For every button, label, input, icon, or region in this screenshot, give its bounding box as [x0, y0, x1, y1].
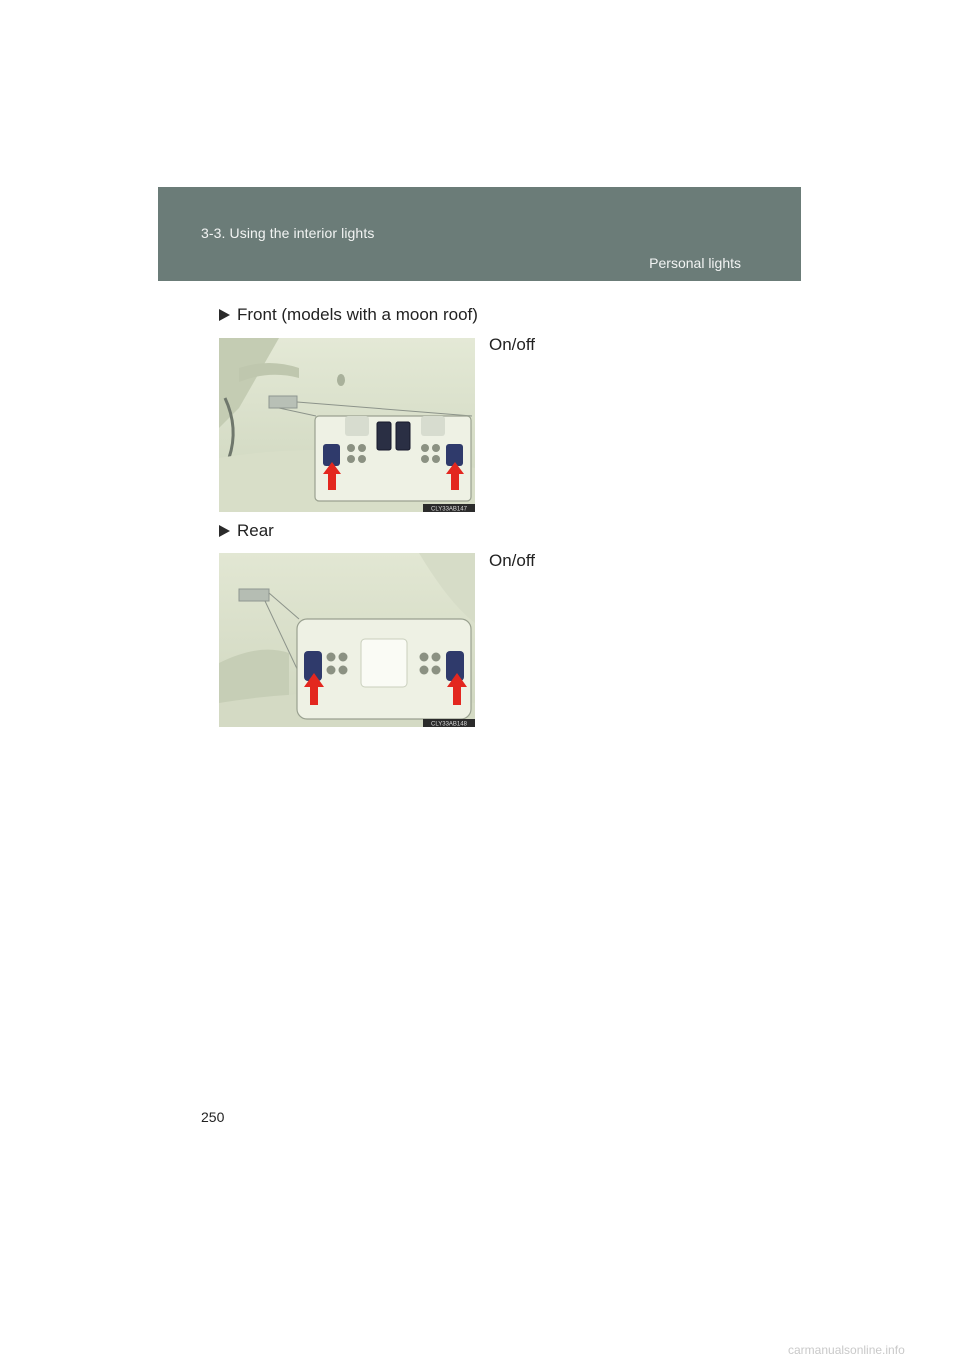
- rear-caption: On/off: [489, 551, 535, 570]
- chapter-header: [158, 187, 801, 281]
- front-heading: [219, 305, 478, 325]
- rear-image-code: CLY33AB148: [431, 721, 467, 727]
- watermark: carmanualsonline.info: [788, 1343, 905, 1357]
- rear-heading-text: Rear: [237, 521, 274, 540]
- rear-heading: [219, 521, 274, 541]
- rear-light-illustration: [219, 553, 475, 727]
- front-heading-text: Front (models with a moon roof): [237, 305, 478, 324]
- bullet-triangle-icon: [219, 309, 230, 321]
- section-title: 3-3. Using the interior lights: [201, 225, 375, 241]
- bullet-triangle-icon: [219, 525, 230, 537]
- front-image-code: CLY33AB147: [431, 506, 467, 512]
- page-number: 250: [201, 1109, 225, 1125]
- topic-title: Personal lights: [649, 255, 741, 271]
- front-light-illustration: [219, 338, 475, 512]
- front-caption: On/off: [489, 335, 535, 354]
